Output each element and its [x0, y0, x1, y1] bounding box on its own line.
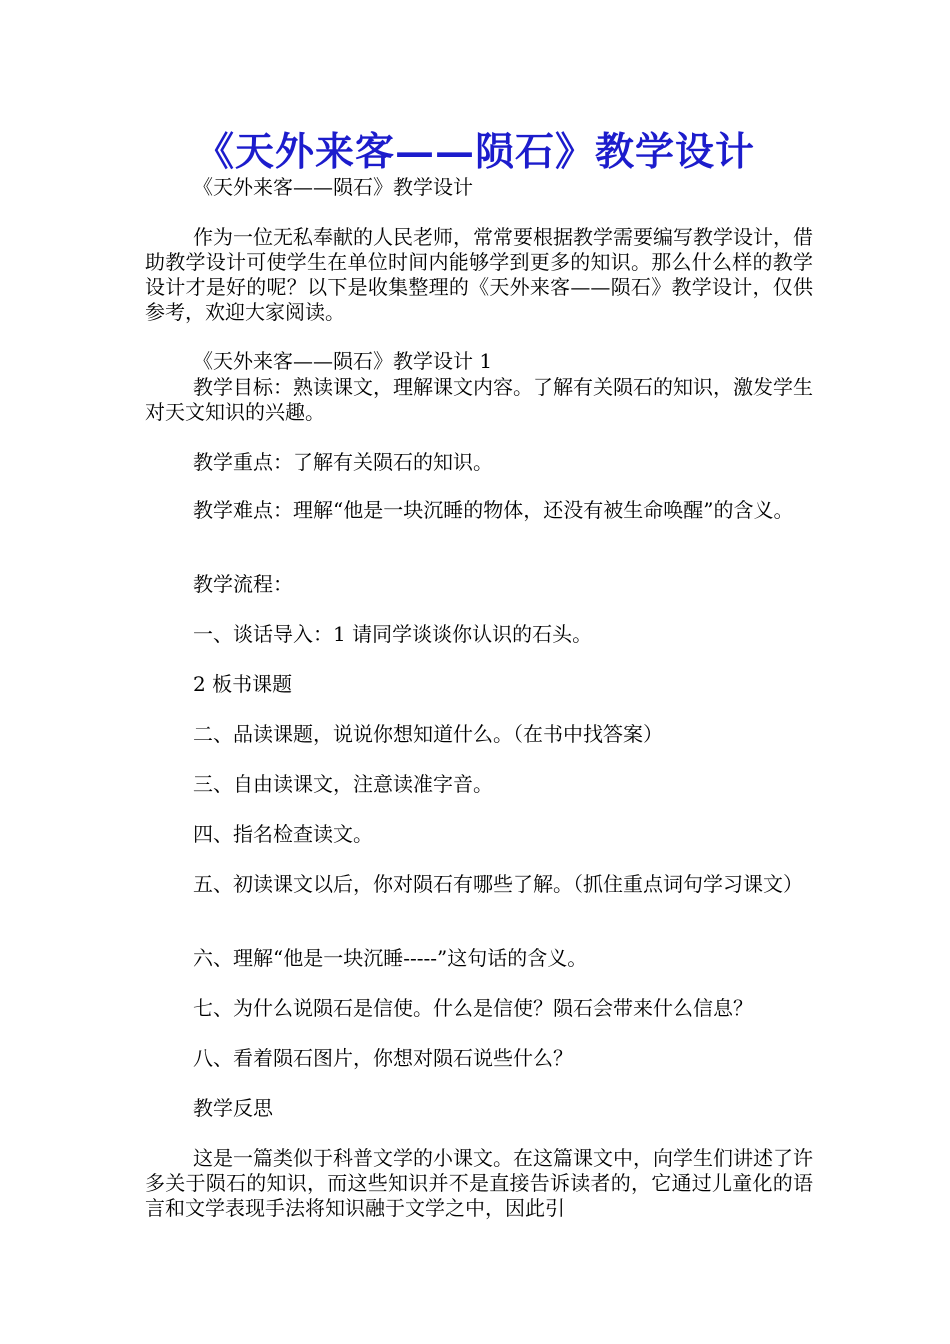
intro-paragraph: 作为一位无私奉献的人民老师，常常要根据教学需要编写教学设计，借助教学设计可使学生在单位时间内能够学到更多的知识。那么什么样的教学设计才是好的呢？以下是收集整理的《天外来客——陨石》教学设计，仅供参考，欢迎大家阅读。 [145, 225, 813, 324]
process-step-6: 六、理解“他是一块沉睡-----”这句话的含义。 [193, 946, 588, 970]
teaching-goal-paragraph: 教学目标：熟读课文，理解课文内容。了解有关陨石的知识，激发学生对天文知识的兴趣。 [145, 375, 813, 424]
document-subtitle: 《天外来客——陨石》教学设计 [193, 175, 473, 199]
process-step-3: 三、自由读课文，注意读准字音。 [193, 772, 493, 796]
process-step-4: 四、指名检查读文。 [193, 822, 373, 846]
document-title: 《天外来客——陨石》教学设计 [194, 129, 755, 175]
process-step-8: 八、看着陨石图片，你想对陨石说些什么？ [193, 1046, 573, 1070]
process-step-7: 七、为什么说陨石是信使。什么是信使？陨石会带来什么信息？ [193, 996, 753, 1020]
reflection-heading: 教学反思 [193, 1096, 273, 1120]
teaching-difficulty-paragraph: 教学难点：理解“他是一块沉睡的物体，还没有被生命唤醒”的含义。 [193, 498, 794, 522]
process-step-1: 一、谈话导入：1 请同学谈谈你认识的石头。 [193, 622, 593, 646]
section-heading: 《天外来客——陨石》教学设计 1 [193, 349, 493, 373]
process-step-5: 五、初读课文以后，你对陨石有哪些了解。（抓住重点词句学习课文） [193, 872, 803, 896]
process-step-2: 二、品读课题，说说你想知道什么。（在书中找答案） [193, 722, 663, 746]
reflection-paragraph: 这是一篇类似于科普文学的小课文。在这篇课文中，向学生们讲述了许多关于陨石的知识，而这些知识并不是直接告诉读者的，它通过儿童化的语言和文学表现手法将知识融于文学之中，因此引 [145, 1146, 813, 1220]
process-step-1b: 2 板书课题 [193, 672, 293, 696]
teaching-focus-paragraph: 教学重点：了解有关陨石的知识。 [193, 450, 493, 474]
process-heading: 教学流程： [193, 572, 293, 596]
